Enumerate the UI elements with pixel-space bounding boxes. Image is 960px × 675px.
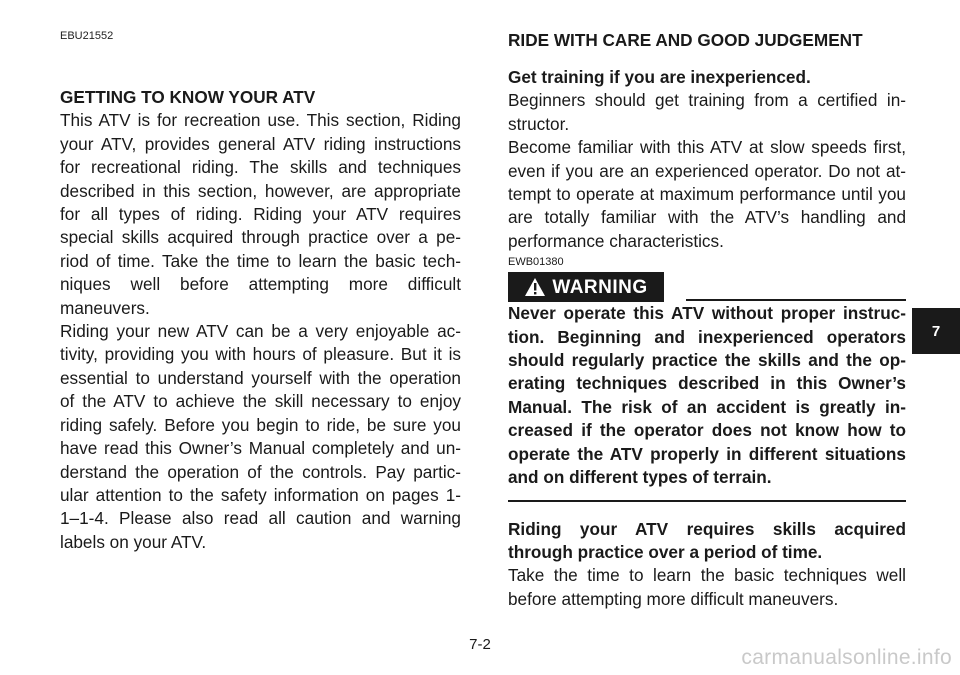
section-heading: GETTING TO KNOW YOUR ATV [60, 87, 316, 107]
skills-paragraph: Take the time to learn the basic techniques well before attempting more difficult maneuvers. [508, 565, 906, 609]
enjoyment-paragraph: Riding your new ATV can be a very enjoyable ac-tivity, providing you with hours of pleasure. But it is essential to understand yourself with the operation of the ATV to achieve the skill necessary to enjoy riding safely. Before you begin to ride, be sure you have read this Owner’s Manual completely and un-derstand the operation of the controls. Pay partic-ular attention to the safety information on pages 1-1–1-4. Please also read all caution and warning labels on your ATV. [60, 321, 461, 552]
warning-header [508, 272, 906, 302]
warning-label: WARNING [552, 276, 648, 298]
page-number: 7-2 [469, 636, 491, 653]
right-column [508, 66, 906, 611]
right-heading: RIDE WITH CARE AND GOOD JUDGEMENT [508, 30, 863, 50]
training-paragraph: Beginners should get training from a certified in-structor. [508, 90, 906, 134]
watermark: carmanualsonline.info [741, 646, 952, 669]
intro-paragraph: This ATV is for recreation use. This section, Riding your ATV, provides general ATV riding instructions for recreational riding. The skills and techniques described in this section, however, are appropriate for all types of riding. Riding your ATV requires special skills acquired through practice over a pe-riod of time. Take the time to learn the basic tech-niques well before attempting more difficult maneuvers. [60, 110, 461, 318]
section-code: EBU21552 [60, 30, 114, 42]
training-subheading: Get training if you are inexperienced. [508, 67, 811, 87]
left-column [60, 86, 461, 554]
skills-subheading: Riding your ATV requires skills acquired through practice over a period of time. [508, 518, 906, 562]
familiar-paragraph: Become familiar with this ATV at slow speeds first, even if you are an experienced operator. Do not at-tempt to operate at maximum performance until you are totally familiar with the ATV’s handling and performance characteristics. [508, 137, 906, 251]
warning-text: Never operate this ATV without proper instruc-tion. Beginning and inexperienced operators should regularly practice the skills and the op-erating techniques described in this Owner’s Manual. The risk of an accident is greatly in-creased if the operator does not know how to operate the ATV properly in different situations and on different types of terrain. [508, 302, 906, 501]
exclamation-triangle-icon [524, 277, 546, 297]
warning-rule [686, 299, 906, 301]
warning-code: EWB01380 [508, 256, 564, 269]
warning-badge [508, 272, 664, 302]
chapter-tab: 7 [912, 308, 960, 354]
